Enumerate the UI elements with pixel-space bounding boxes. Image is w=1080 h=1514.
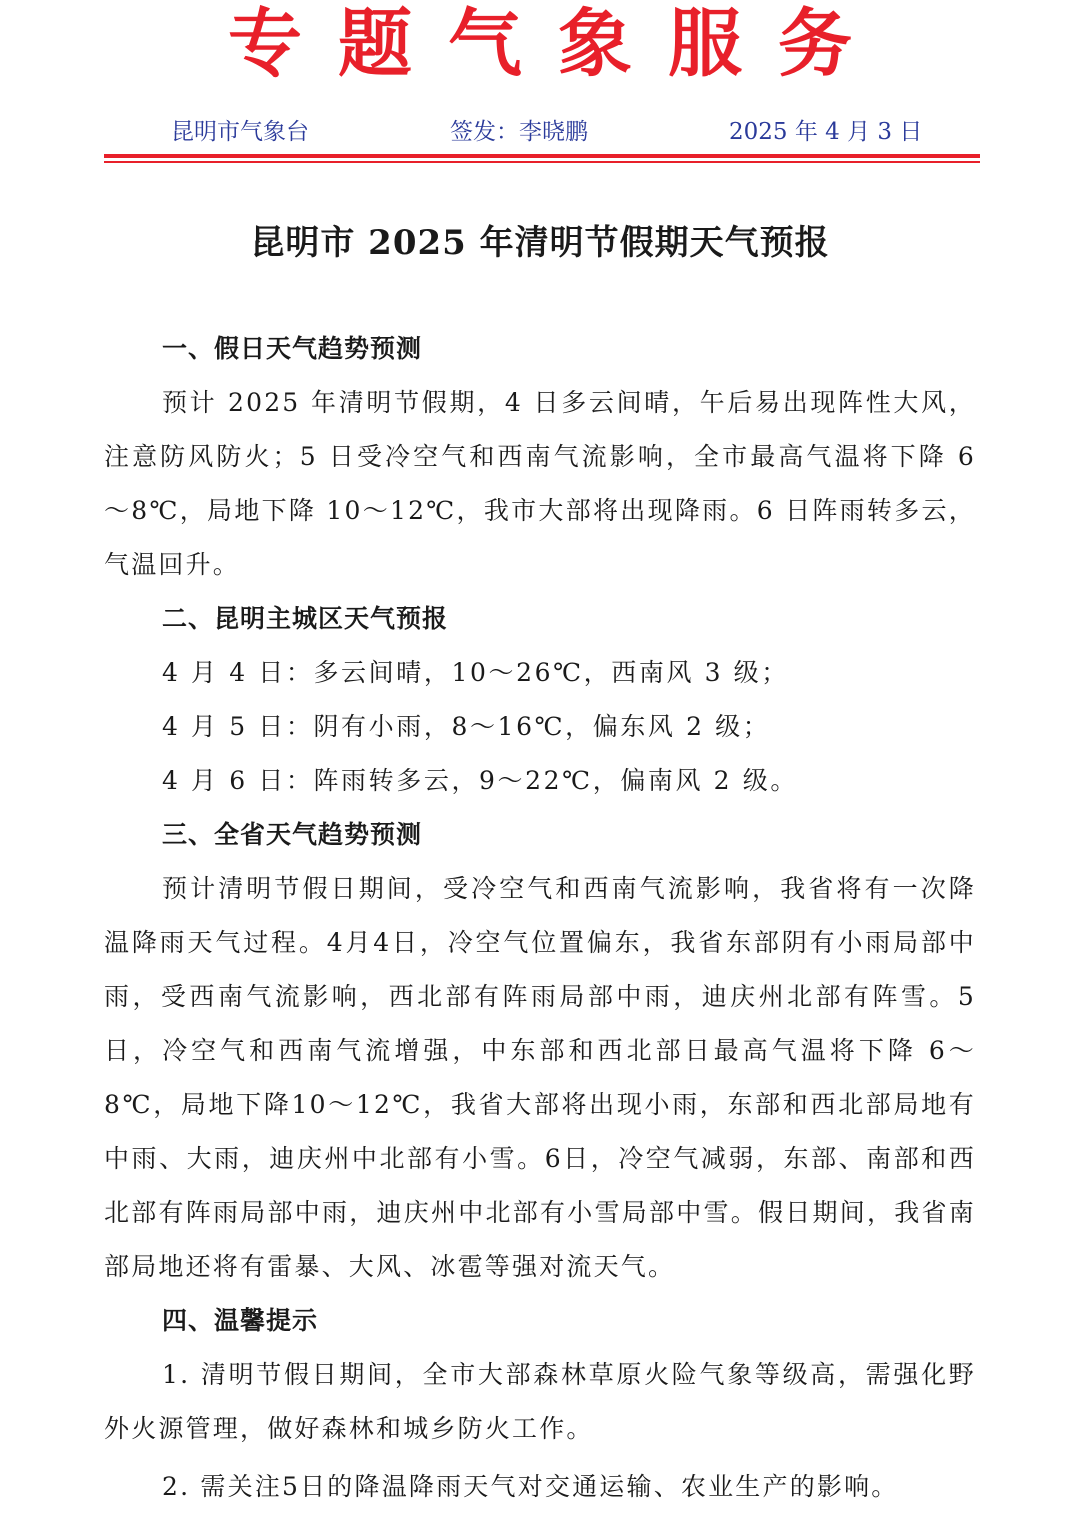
tip-item: 1. 清明节假日期间，全市大部森林草原火险气象等级高，需强化野外火源管理，做好森林和城乡防火工作。 (104, 1360, 976, 1443)
section-heading-tips: 四、温馨提示 (162, 1306, 319, 1335)
issue-date: 2025 年 4 月 3 日 (729, 119, 923, 145)
section-heading-province-trend: 三、全省天气趋势预测 (162, 820, 423, 849)
section-paragraph-province-trend: 预计清明节假日期间，受冷空气和西南气流影响，我省将有一次降温降雨天气过程。4月4日，冷空气位置偏东，我省东部阴有小雨局部中雨，受西南气流影响，西北部有阵雨局部中雨，迪庆州北部有阵雪。5日，冷空气和西南气流增强，中东部和西北部日最高气温将下降 6～8℃，局地下降10～12℃，我省大部将出现小雨，东部和西北部局地有中雨、大雨，迪庆州中北部有小雪。6日，冷空气减弱，东部、南部和西北部有阵雨局部中雨，迪庆州中北部有小雪局部中雪。假日期间，我省南部局地还将有雷暴、大风、冰雹等强对流天气。 (104, 874, 976, 1281)
issuer-signer: 签发：李晓鹏 (450, 119, 588, 145)
issuer-organization: 昆明市气象台 (171, 119, 309, 145)
tip-item: 2. 需关注5日的降温降雨天气对交通运输、农业生产的影响。 (162, 1472, 899, 1501)
section-paragraph-trend: 预计 2025 年清明节假期，4 日多云间晴，午后易出现阵性大风，注意防风防火；5 日受冷空气和西南气流影响，全市最高气温将下降 6～8℃，局地下降 10～12℃，我市大部将出现降雨。6 日阵雨转多云，气温回升。 (104, 388, 976, 579)
masthead-title: 专题气象服务 (228, 1, 888, 87)
section-heading-city-forecast: 二、昆明主城区天气预报 (162, 604, 449, 633)
red-rule-thick (104, 154, 980, 158)
section-heading-trend: 一、假日天气趋势预测 (162, 334, 423, 363)
red-rule-thin (104, 161, 980, 163)
issuer-row (0, 114, 1080, 150)
document-title: 昆明市 2025 年清明节假期天气预报 (250, 223, 830, 263)
forecast-day-item: 4 月 4 日：多云间晴，10～26℃，西南风 3 级； (162, 658, 789, 687)
document-body (104, 322, 976, 1514)
forecast-day-item: 4 月 6 日：阵雨转多云，9～22℃，偏南风 2 级。 (162, 766, 798, 795)
forecast-day-item: 4 月 5 日：阴有小雨，8～16℃，偏东风 2 级； (162, 712, 771, 741)
